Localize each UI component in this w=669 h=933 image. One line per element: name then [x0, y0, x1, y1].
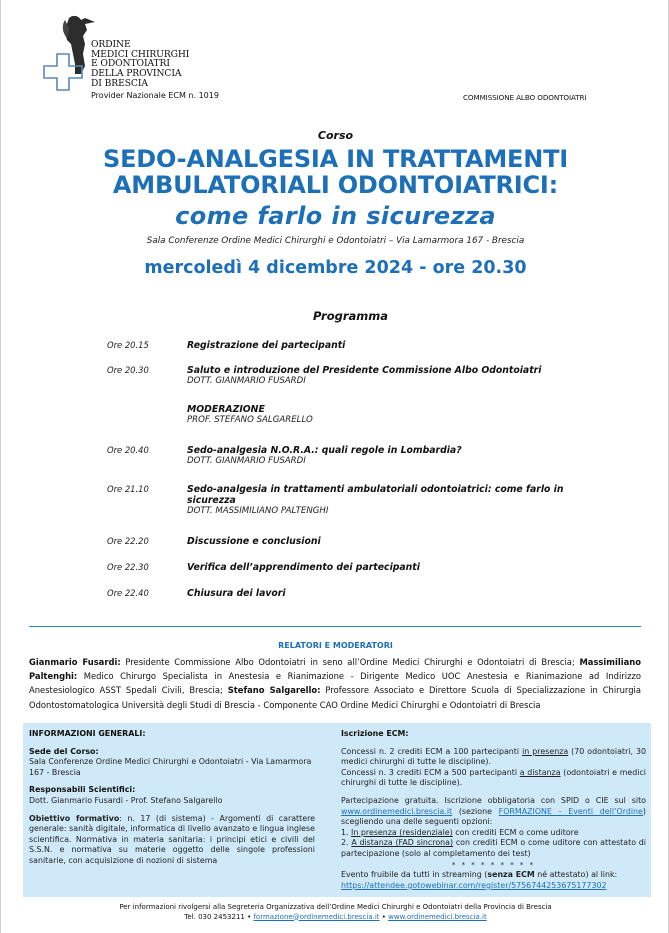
program-time: Ore 22.40 — [107, 588, 149, 598]
program-time: Ore 20.30 — [107, 365, 149, 375]
program-speaker: PROF. STEFANO SALGARELLO — [187, 415, 313, 425]
venue-label: Sede del Corso: — [29, 746, 99, 756]
program-time: Ore 20.15 — [107, 340, 149, 350]
option-number: 2. — [341, 838, 352, 848]
org-name — [91, 40, 189, 89]
speaker-bio: Professore Associato e Direttore Scuola di Specializzazione in Chirurgia Odontostomatologica Università degli Studi di Brescia - Componente CAO Ordine Medici Chirurghi e Odontoiatri di Brescia — [29, 685, 641, 710]
footer — [1, 903, 669, 922]
org-line: ORDINE — [91, 39, 131, 50]
bullet-separator: • — [379, 912, 389, 921]
site-link[interactable]: www.ordinemedici.brescia.it — [341, 806, 453, 816]
option-text: con crediti ECM o come uditore — [452, 827, 579, 837]
program-item-title: Chiusura dei lavori — [187, 588, 286, 599]
bullet-separator: • — [244, 912, 254, 921]
title-line-1: SEDO-ANALGESIA IN TRATTAMENTI — [103, 145, 568, 173]
stream-no-ecm: senza ECM — [487, 870, 535, 880]
speaker-bio: Presidente Commissione Albo Odontoiatri in seno all’Ordine Medici Chirurghi e Odontoiatri di Brescia; — [120, 657, 580, 667]
formazione-link[interactable]: FORMAZIONE - Eventi dell’Ordine — [498, 806, 643, 816]
org-line: MEDICI CHIRURGHI — [91, 48, 190, 60]
org-line: DELLA PROVINCIA — [91, 68, 182, 80]
footer-phone: Tel. 030 2453211 — [184, 912, 245, 921]
provider-label: Provider Nazionale ECM n. 1019 — [91, 91, 219, 100]
org-line: E ODONTOIATRI — [91, 58, 170, 70]
speakers-bios — [29, 655, 641, 712]
program-speaker: DOTT. MASSIMILIANO PALTENGHI — [187, 506, 329, 516]
stream-text: né attestato) al link: — [534, 870, 618, 880]
registration-info — [341, 729, 646, 891]
event-date: mercoledì 4 dicembre 2024 - ore 20.30 — [144, 258, 527, 278]
option-number: 1. — [341, 827, 352, 837]
participation-text: Partecipazione gratuita. Iscrizione obbligatoria con SPID o CIE sul sito — [341, 795, 646, 805]
credits-text: (70 odontoiatri, 30 medici chirurghi di tutte le discipline). — [341, 746, 646, 767]
general-info-heading: INFORMAZIONI GENERALI: — [29, 729, 146, 738]
objective-label: Obiettivo formativo — [29, 813, 120, 823]
section-text: ) scegliendo una delle seguenti opzioni: — [341, 806, 646, 827]
general-info — [29, 729, 315, 874]
title-line-2: AMBULATORIALI ODONTOIATRICI: — [112, 171, 559, 199]
scientific-text: Dott. Gianmario Fusardi - Prof. Stefano Salgarello — [29, 795, 223, 805]
commission-label: COMMISSIONE ALBO ODONTOIATRI — [463, 93, 587, 102]
course-label: Corso — [317, 129, 354, 142]
footer-website-link[interactable]: www.ordinemedici.brescia.it — [388, 912, 487, 921]
stream-text: Evento fruibile da tutti in streaming ( — [341, 870, 488, 880]
option-mode: In presenza (residenziale) — [351, 827, 453, 837]
venue-text: Sala Conferenze Ordine Medici Chirurghi e Odontoiatri - Via Lamarmora 167 - Brescia — [29, 757, 312, 777]
option-mode: A distanza (FAD sincrona) — [351, 838, 454, 848]
program-item-title: Sedo-analgesia N.O.R.A.: quali regole in Lombardia? — [187, 445, 462, 456]
speaker-bio: Medico Chirurgo Specialista in Anestesia e Rianimazione - Dirigente Medico UOC Anestesia e Rianimazione ad Indirizzo Anestesiologico ASST Spedali Civili, Brescia; — [29, 671, 641, 696]
credits-mode: in presenza — [522, 746, 569, 756]
footer-info: Per informazioni rivolgersi alla Segreteria Organizzativa dell’Ordine Medici Chirurghi e Odontoiatri della Provincia di Brescia — [119, 903, 552, 911]
section-text: (sezione — [452, 806, 499, 816]
program-time: Ore 22.20 — [107, 536, 149, 546]
program-item-title: Verifica dell’apprendimento dei partecipanti — [187, 562, 420, 573]
program-item-title: Discussione e conclusioni — [187, 536, 321, 547]
credits-mode: a distanza — [519, 767, 561, 777]
credits-text: Concessi n. 3 crediti ECM a 500 partecipanti — [341, 767, 520, 777]
speaker-name: Massimiliano Paltenghi: — [29, 657, 641, 682]
program-item-title: Sedo-analgesia in trattamenti ambulatoriali odontoiatrici: come farlo in sicurezza — [187, 484, 564, 506]
venue-line: Sala Conferenze Ordine Medici Chirurghi e Odontoiatri – Via Lamarmora 167 - Brescia — [146, 236, 525, 246]
program-item-title: MODERAZIONE — [187, 404, 265, 415]
medical-cross-icon — [43, 53, 83, 91]
speaker-name: Stefano Salgarello: — [227, 685, 321, 696]
program-item-title: Saluto e introduzione del Presidente Commissione Albo Odontoiatri — [187, 365, 542, 376]
course-title — [1, 146, 669, 198]
program-title: Programma — [312, 309, 389, 323]
separator-stars: * * * * * * * * * — [451, 860, 536, 869]
section-divider — [29, 626, 641, 627]
option-text: con crediti ECM o come uditore con attestato di partecipazione (solo al completamento dei test) — [341, 838, 646, 858]
course-subtitle: come farlo in sicurezza — [175, 202, 496, 230]
scientific-label: Responsabili Scientifici: — [29, 785, 136, 795]
footer-email-link[interactable]: formazione@ordinemedici.brescia.it — [253, 912, 380, 921]
credits-text: (odontoiatri e medici chirurghi di tutte le discipline). — [341, 767, 646, 788]
speaker-name: Gianmario Fusardi: — [29, 657, 121, 667]
program-speaker: DOTT. GIANMARIO FUSARDI — [187, 376, 306, 386]
speakers-title: RELATORI E MODERATORI — [278, 641, 393, 650]
program-speaker: DOTT. GIANMARIO FUSARDI — [187, 456, 306, 466]
program-time: Ore 21.10 — [107, 484, 149, 494]
registration-heading: Iscrizione ECM: — [341, 729, 409, 738]
credits-text: Concessi n. 2 crediti ECM a 100 partecipanti — [341, 746, 523, 756]
objective-text: : n. 17 (di sistema) - Argomenti di carattere generale: sanità digitale, informatica di livello avanzato e lingua inglese scientifica. Normativa in materia sanitaria: i principi etici e civili del S.S.N. e normativa su materie oggetto delle singole professioni sanitarie, con acquisizione di nozioni di sistema — [29, 813, 315, 865]
program-time: Ore 22.30 — [107, 562, 149, 572]
webinar-link[interactable]: https://attendee.gotowebinar.com/register/5756744253675177302 — [341, 880, 607, 890]
program-item-title: Registrazione dei partecipanti — [187, 340, 346, 351]
program-time: Ore 20.40 — [107, 445, 149, 455]
org-line: DI BRESCIA — [91, 77, 148, 89]
